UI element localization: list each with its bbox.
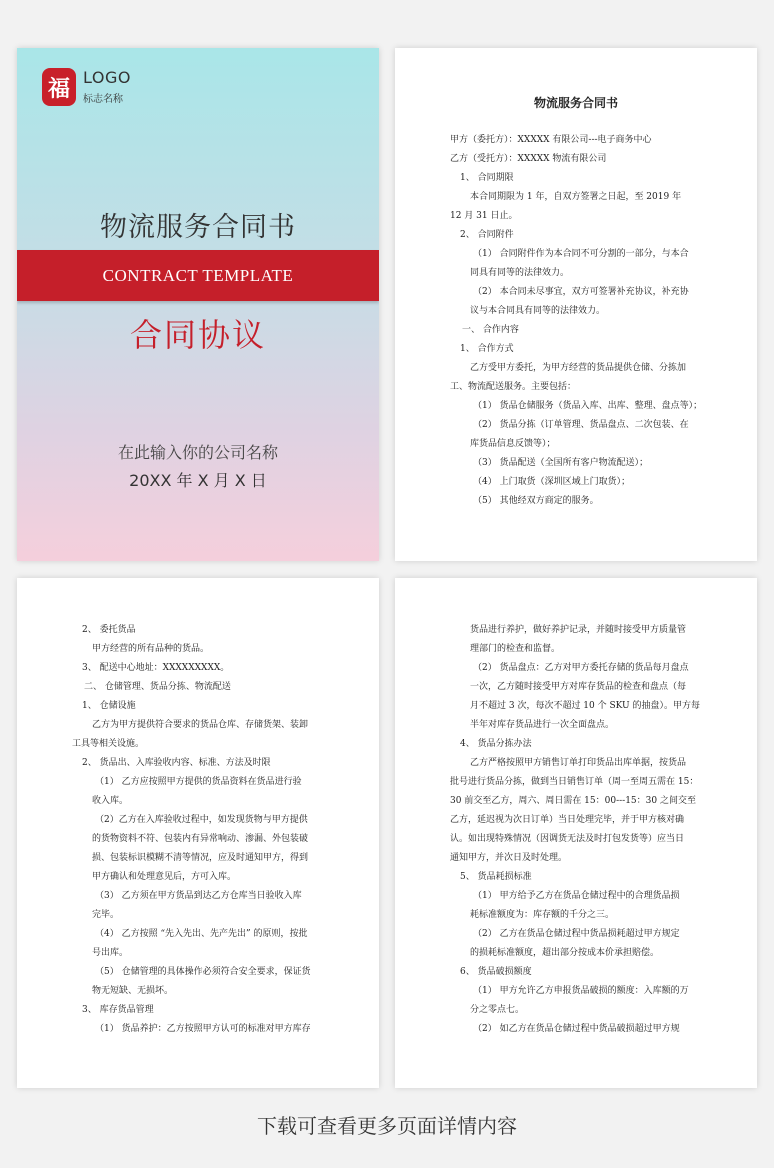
text-line: （1） 甲方允许乙方申报货品破损的额度：入库额的万 [473,986,689,996]
cover-band: CONTRACT TEMPLATE [17,250,379,301]
text-line: （1） 乙方应按照甲方提供的货品资料在货品进行验 [95,777,302,787]
text-line: （4） 上门取货（深圳区域上门取货）； [473,477,631,487]
text-line: （3） 乙方须在甲方货品到达乙方仓库当日验收入库 [95,891,302,901]
text-line: （2） 本合同未尽事宜，双方可签署补充协议，补充协 [473,287,689,297]
text-line: （1） 货品仓储服务（货品入库、出库、整理、盘点等）； [473,401,703,411]
section-heading: 二、 仓储管理、货品分拣、物流配送 [84,682,231,692]
section-heading: 3、 库存货品管理 [82,1005,154,1015]
text-line: 本合同期限为 1 年，自双方签署之日起，至 2019 年 [470,192,682,202]
text-line: （1） 货品养护：乙方按照甲方认可的标准对甲方库存 [95,1024,311,1034]
text-line: 月不超过 3 次，每次不超过 10 个 SKU 的抽盘）。甲方每 [470,701,700,711]
section-heading: 1、 仓储设施 [82,701,136,711]
text-line: （2） 乙方在货品仓储过程中货品损耗超过甲方规定 [473,929,680,939]
text-line: 乙方严格按照甲方销售订单打印货品出库单据，按货品 [470,758,687,768]
text-line: 理部门的检查和监督。 [470,644,561,654]
section-heading: 一、 合作内容 [462,325,519,335]
section-heading: 3、 配送中心地址：XXXXXXXXX。 [82,663,230,673]
text-line: 损、包装标识模糊不清等情况，应及时通知甲方，得到 [92,853,309,863]
logo-icon: 福 [42,68,76,106]
section-heading: 2、 合同附件 [460,230,514,240]
text-line: 甲方经营的所有品种的货品。 [92,644,210,654]
text-line: 乙方为甲方提供符合要求的货品仓库、存储货架、装卸 [92,720,309,730]
text-line: 认。如出现特殊情况（因调货无法及时打包发货等）应当日 [450,834,685,844]
cover-title: 物流服务合同书 [100,212,296,243]
text-line: （2） 货品分拣（订单管理、货品盘点、二次包装、在 [473,420,689,430]
text-line: 工、物流配送服务。主要包括： [450,382,577,392]
text-line: 乙方受甲方委托，为甲方经营的货品提供仓储、分拣加 [470,363,687,373]
text-line: （5） 其他经双方商定的服务。 [473,496,599,506]
text-line: 耗标准额度为：库存额的千分之三。 [470,910,615,920]
text-line: （3） 货品配送（全国所有客户物流配送）； [473,458,649,468]
contract-title: 物流服务合同书 [533,96,618,110]
text-line: 一次，乙方随时接受甲方对库存货品的检查和盘点（每 [470,682,687,692]
text-line: （2）乙方在入库验收过程中，如发现货物与甲方提供 [95,815,308,825]
text-line: 通知甲方，并次日及时处理。 [450,853,568,863]
contract-page-2 [17,578,379,1088]
text-line: 完毕。 [92,910,120,920]
text-line: （4） 乙方按照 “先入先出、先产先出” 的原则，按批 [95,929,308,939]
text-line: 批号进行货品分拣，做到当日销售订单（周一至周五需在 15： [450,777,699,787]
text-line: 半年对库存货品进行一次全面盘点。 [470,720,615,730]
section-heading: 5、 货品耗损标准 [460,872,532,882]
text-line: 30 前交至乙方，周六、周日需在 15：00---15：30 之间交至 [450,796,696,806]
cover-date: 20XX 年 X 月 X 日 [129,471,267,490]
text-line: 的损耗标准额度，超出部分按成本价承担赔偿。 [470,948,660,958]
cover-company: 在此输入你的公司名称 [117,443,278,462]
text-line: 甲方（委托方）：XXXXX 有限公司---电子商务中心 [450,135,652,145]
text-line: 同具有同等的法律效力。 [470,268,570,278]
section-heading: 1、 合同期限 [460,173,514,183]
text-line: 乙方（受托方）：XXXXX 物流有限公司 [450,154,607,164]
text-line: 工具等相关设施。 [72,739,145,749]
text-line: 乙方，延迟视为次日订单）当日处理完毕，并于甲方核对确 [450,815,685,825]
text-line: 分之零点七。 [470,1005,525,1015]
section-heading: 2、 货品出、入库验收内容、标准、方法及时限 [82,758,271,768]
contract-page-3 [395,578,757,1088]
section-heading: 4、 货品分拣办法 [460,739,532,749]
contract-page-1 [395,48,757,561]
cover-subtitle: 合同协议 [129,316,266,354]
text-line: （2） 如乙方在货品仓储过程中货品破损超过甲方规 [473,1024,680,1034]
cover-page [17,48,379,561]
text-line: 议与本合同具有同等的法律效力。 [470,306,606,316]
text-line: 的货物资料不符、包装内有异常响动、渗漏、外包装破 [92,834,309,844]
section-heading: 2、 委托货品 [82,625,136,635]
text-line: 物无短缺、无损坏。 [92,986,174,996]
text-line: 12 月 31 日止。 [450,211,518,221]
logo-text: LOGO [83,68,131,87]
logo-subtitle: 标志名称 [83,94,123,105]
section-heading: 1、 合作方式 [460,344,514,354]
text-line: 甲方确认和处理意见后，方可入库。 [92,872,237,882]
footer-caption: 下载可查看更多页面详情内容 [257,1114,517,1138]
text-line: 库货品信息反馈等）； [470,439,556,449]
text-line: （1） 甲方给予乙方在货品仓储过程中的合理货品损 [473,891,680,901]
section-heading: 6、 货品破损额度 [460,967,532,977]
text-line: 收入库。 [92,796,129,806]
text-line: 号出库。 [92,948,129,958]
text-line: 货品进行养护，做好养护记录，并随时接受甲方质量管 [470,625,687,635]
text-line: （1） 合同附件作为本合同不可分割的一部分，与本合 [473,249,689,259]
text-line: （5） 仓储管理的具体操作必须符合安全要求，保证货 [95,967,311,977]
text-line: （2） 货品盘点：乙方对甲方委托存储的货品每月盘点 [473,663,689,673]
